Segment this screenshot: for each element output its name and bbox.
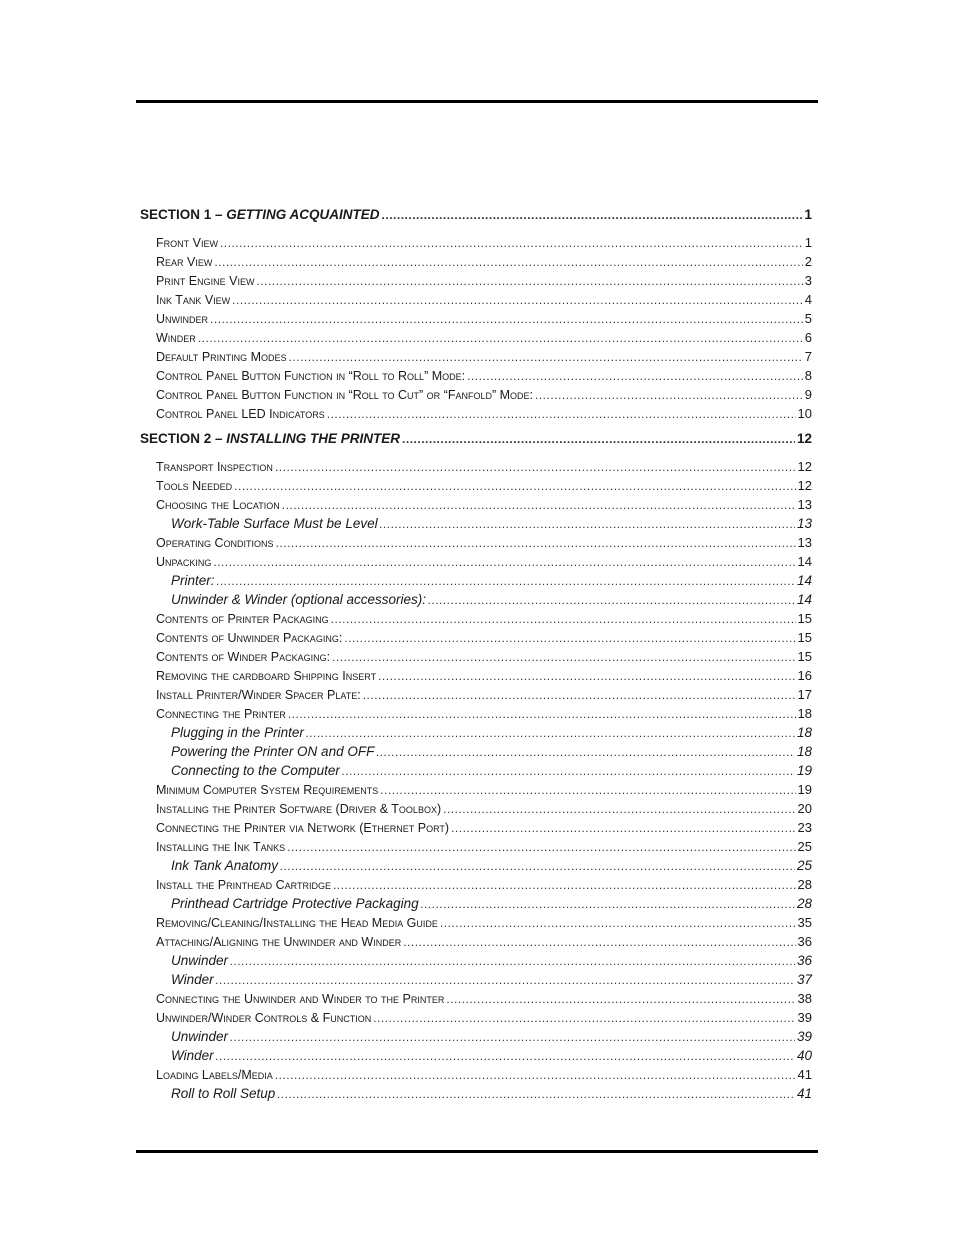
toc-entry[interactable] bbox=[140, 457, 812, 476]
toc-entry-title: Work-Table Surface Must be Level bbox=[171, 516, 378, 531]
toc-entry-title: Installing the Ink Tanks bbox=[156, 840, 286, 854]
dot-leader bbox=[276, 534, 796, 553]
toc-subentry[interactable] bbox=[140, 723, 812, 742]
toc-entry-title: Installing the Printer Software (Driver & Toolbox) bbox=[156, 802, 442, 816]
toc-entry-title: Operating Conditions bbox=[156, 536, 274, 550]
toc-subentry[interactable] bbox=[140, 1027, 812, 1046]
toc-entry[interactable] bbox=[140, 366, 812, 385]
dot-leader bbox=[327, 405, 796, 424]
toc-entry[interactable] bbox=[140, 552, 812, 571]
toc-page-number: 40 bbox=[796, 1048, 812, 1063]
toc-page-number: 36 bbox=[797, 934, 812, 949]
dot-leader bbox=[344, 629, 795, 648]
toc-page-number: 19 bbox=[797, 782, 812, 797]
dot-leader bbox=[428, 591, 795, 610]
toc-entry[interactable] bbox=[140, 252, 812, 271]
dot-leader bbox=[282, 496, 796, 515]
toc-entry[interactable] bbox=[140, 628, 812, 647]
dot-leader bbox=[331, 610, 796, 629]
toc-entry-title bbox=[140, 205, 380, 225]
toc-entry-title: Plugging in the Printer bbox=[171, 725, 304, 740]
header-rule bbox=[136, 100, 818, 103]
toc-entry[interactable] bbox=[140, 404, 812, 423]
toc-entry[interactable] bbox=[140, 799, 812, 818]
dot-leader bbox=[402, 429, 795, 449]
toc-page-number: 15 bbox=[797, 630, 812, 645]
dot-leader bbox=[421, 895, 795, 914]
dot-leader bbox=[306, 724, 795, 743]
toc-page-number: 4 bbox=[804, 292, 812, 307]
toc-entry[interactable] bbox=[140, 913, 812, 932]
dot-leader bbox=[440, 914, 796, 933]
toc-page-number: 8 bbox=[804, 368, 812, 383]
toc-page-number: 12 bbox=[797, 478, 812, 493]
toc-page-number: 39 bbox=[796, 1029, 812, 1044]
toc-entry[interactable] bbox=[140, 989, 812, 1008]
toc-entry[interactable] bbox=[140, 347, 812, 366]
toc-page-number: 12 bbox=[796, 431, 812, 446]
toc-entry-title: Printer: bbox=[171, 573, 215, 588]
toc-page-number: 1 bbox=[804, 235, 812, 250]
toc-page-number: 18 bbox=[796, 725, 812, 740]
toc-entry-title: Unpacking bbox=[156, 555, 212, 569]
footer-rule bbox=[136, 1150, 818, 1153]
toc-subentry[interactable] bbox=[140, 894, 812, 913]
toc-entry[interactable] bbox=[140, 932, 812, 951]
toc-entry-title: Front View bbox=[156, 236, 218, 250]
section-name: INSTALLING THE PRINTER bbox=[226, 431, 401, 446]
toc-entry-title: Removing/Cleaning/Installing the Head Media Guide bbox=[156, 916, 438, 930]
toc-page-number: 9 bbox=[804, 387, 812, 402]
toc-page-number: 19 bbox=[796, 763, 812, 778]
toc-entry-title: Install Printer/Winder Spacer Plate: bbox=[156, 688, 361, 702]
toc-page-number: 10 bbox=[797, 406, 812, 421]
dot-leader bbox=[198, 329, 803, 348]
toc-entry[interactable] bbox=[140, 685, 812, 704]
toc-page-number: 14 bbox=[797, 554, 812, 569]
toc-section-heading[interactable] bbox=[140, 429, 812, 449]
toc-subentry[interactable] bbox=[140, 1084, 812, 1103]
toc-entry[interactable] bbox=[140, 328, 812, 347]
dot-leader bbox=[363, 686, 796, 705]
toc-page-number: 14 bbox=[796, 573, 812, 588]
dot-leader bbox=[376, 743, 795, 762]
toc-entry[interactable] bbox=[140, 385, 812, 404]
section-prefix: SECTION 1 – bbox=[140, 207, 227, 222]
dot-leader bbox=[333, 876, 796, 895]
toc-subentry[interactable] bbox=[140, 970, 812, 989]
toc-page-number: 20 bbox=[797, 801, 812, 816]
toc-entry-title: Control Panel LED Indicators bbox=[156, 407, 325, 421]
toc-entry[interactable] bbox=[140, 1065, 812, 1084]
dot-leader bbox=[216, 1047, 795, 1066]
toc-entry-title: Contents of Winder Packaging: bbox=[156, 650, 331, 664]
toc-entry[interactable] bbox=[140, 818, 812, 837]
dot-leader bbox=[230, 1028, 795, 1047]
toc-entry-title: Print Engine View bbox=[156, 274, 255, 288]
dot-leader bbox=[380, 781, 795, 800]
toc-page-number: 14 bbox=[796, 592, 812, 607]
toc-entry[interactable] bbox=[140, 647, 812, 666]
dot-leader bbox=[275, 1066, 796, 1085]
dot-leader bbox=[216, 971, 795, 990]
toc-page-number: 25 bbox=[797, 839, 812, 854]
toc-subentry[interactable] bbox=[140, 761, 812, 780]
table-of-contents bbox=[140, 205, 812, 1103]
toc-entry[interactable] bbox=[140, 609, 812, 628]
dot-leader bbox=[446, 990, 795, 1009]
toc-entry-title: Install the Printhead Cartridge bbox=[156, 878, 331, 892]
toc-entry[interactable] bbox=[140, 1008, 812, 1027]
toc-entry-title: Connecting the Unwinder and Winder to the Printer bbox=[156, 992, 445, 1006]
toc-entry-title: Unwinder & Winder (optional accessories): bbox=[171, 592, 426, 607]
toc-entry-title: Unwinder/Winder Controls & Function bbox=[156, 1011, 372, 1025]
toc-entry-title: Choosing the Location bbox=[156, 498, 280, 512]
toc-page-number: 17 bbox=[797, 687, 812, 702]
dot-leader bbox=[287, 838, 795, 857]
toc-entry-title: Winder bbox=[156, 331, 196, 345]
toc-entry-title: Default Printing Modes bbox=[156, 350, 287, 364]
toc-page-number: 5 bbox=[804, 311, 812, 326]
dot-leader bbox=[382, 205, 803, 225]
dot-leader bbox=[277, 1085, 795, 1104]
dot-leader bbox=[217, 572, 795, 591]
toc-entry-title: Roll to Roll Setup bbox=[171, 1086, 276, 1101]
toc-entry-title: Contents of Unwinder Packaging: bbox=[156, 631, 343, 645]
toc-page-number: 13 bbox=[797, 497, 812, 512]
dot-leader bbox=[451, 819, 795, 838]
toc-entry[interactable] bbox=[140, 233, 812, 252]
toc-page-number: 18 bbox=[796, 744, 812, 759]
dot-leader bbox=[403, 933, 795, 952]
toc-page-number: 39 bbox=[797, 1010, 812, 1025]
toc-entry[interactable] bbox=[140, 875, 812, 894]
dot-leader bbox=[380, 515, 795, 534]
toc-page-number: 2 bbox=[804, 254, 812, 269]
toc-page-number: 12 bbox=[797, 459, 812, 474]
toc-page-number: 3 bbox=[804, 273, 812, 288]
toc-entry-title: Unwinder bbox=[171, 1029, 229, 1044]
dot-leader bbox=[332, 648, 795, 667]
dot-leader bbox=[232, 291, 803, 310]
dot-leader bbox=[214, 253, 802, 272]
dot-leader bbox=[288, 705, 796, 724]
dot-leader bbox=[256, 272, 802, 291]
dot-leader bbox=[289, 348, 803, 367]
toc-entry-title bbox=[140, 429, 400, 449]
toc-entry-title: Contents of Printer Packaging bbox=[156, 612, 329, 626]
toc-subentry[interactable] bbox=[140, 856, 812, 875]
toc-entry[interactable] bbox=[140, 780, 812, 799]
toc-entry[interactable] bbox=[140, 837, 812, 856]
toc-entry-title: Control Panel Button Function in “Roll to Cut” or “Fanfold” Mode: bbox=[156, 388, 533, 402]
toc-entry-title: Rear View bbox=[156, 255, 213, 269]
toc-entry-title: Powering the Printer ON and OFF bbox=[171, 744, 375, 759]
toc-subentry[interactable] bbox=[140, 590, 812, 609]
toc-page-number: 35 bbox=[797, 915, 812, 930]
toc-page-number: 41 bbox=[797, 1067, 812, 1082]
toc-entry-title: Attaching/Aligning the Unwinder and Winder bbox=[156, 935, 402, 949]
toc-page-number: 28 bbox=[797, 877, 812, 892]
toc-page-number: 7 bbox=[804, 349, 812, 364]
dot-leader bbox=[342, 762, 795, 781]
dot-leader bbox=[443, 800, 795, 819]
toc-page-number: 38 bbox=[797, 991, 812, 1006]
toc-page-number: 23 bbox=[797, 820, 812, 835]
toc-entry-title: Connecting the Printer bbox=[156, 707, 286, 721]
toc-page-number: 41 bbox=[796, 1086, 812, 1101]
dot-leader bbox=[535, 386, 803, 405]
toc-entry-title: Control Panel Button Function in “Roll to Roll” Mode: bbox=[156, 369, 466, 383]
toc-entry-title: Winder bbox=[171, 1048, 214, 1063]
toc-entry-title: Loading Labels/Media bbox=[156, 1068, 273, 1082]
toc-entry-title: Connecting to the Computer bbox=[171, 763, 340, 778]
toc-entry[interactable] bbox=[140, 290, 812, 309]
toc-entry[interactable] bbox=[140, 533, 812, 552]
dot-leader bbox=[220, 234, 803, 253]
dot-leader bbox=[230, 952, 795, 971]
toc-page-number: 6 bbox=[804, 330, 812, 345]
section-name: GETTING ACQUAINTED bbox=[226, 207, 380, 222]
toc-entry-title: Ink Tank View bbox=[156, 293, 231, 307]
toc-entry-title: Unwinder bbox=[171, 953, 229, 968]
toc-entry-title: Transport Inspection bbox=[156, 460, 273, 474]
toc-page-number: 28 bbox=[796, 896, 812, 911]
toc-entry-title: Ink Tank Anatomy bbox=[171, 858, 279, 873]
toc-entry[interactable] bbox=[140, 666, 812, 685]
dot-leader bbox=[210, 310, 803, 329]
toc-subentry[interactable] bbox=[140, 951, 812, 970]
toc-subentry[interactable] bbox=[140, 742, 812, 761]
toc-entry-title: Winder bbox=[171, 972, 214, 987]
toc-page-number: 1 bbox=[804, 207, 812, 222]
toc-page-number: 13 bbox=[796, 516, 812, 531]
dot-leader bbox=[275, 458, 796, 477]
toc-subentry[interactable] bbox=[140, 514, 812, 533]
section-prefix: SECTION 2 – bbox=[140, 431, 227, 446]
toc-entry-title: Unwinder bbox=[156, 312, 209, 326]
toc-entry-title: Removing the cardboard Shipping Insert bbox=[156, 669, 377, 683]
toc-page-number: 15 bbox=[797, 611, 812, 626]
toc-section-heading[interactable] bbox=[140, 205, 812, 225]
toc-entry-title: Connecting the Printer via Network (Ethernet Port) bbox=[156, 821, 450, 835]
toc-subentry[interactable] bbox=[140, 1046, 812, 1065]
dot-leader bbox=[378, 667, 795, 686]
toc-page-number: 18 bbox=[797, 706, 812, 721]
dot-leader bbox=[373, 1009, 795, 1028]
toc-page-number: 25 bbox=[796, 858, 812, 873]
dot-leader bbox=[467, 367, 803, 386]
toc-page-number: 15 bbox=[797, 649, 812, 664]
toc-entry-title: Printhead Cartridge Protective Packaging bbox=[171, 896, 419, 911]
toc-page-number: 13 bbox=[797, 535, 812, 550]
dot-leader bbox=[213, 553, 795, 572]
dot-leader bbox=[234, 477, 795, 496]
toc-entry-title: Tools Needed bbox=[156, 479, 233, 493]
toc-entry[interactable] bbox=[140, 704, 812, 723]
toc-subentry[interactable] bbox=[140, 571, 812, 590]
dot-leader bbox=[280, 857, 795, 876]
toc-page-number: 37 bbox=[796, 972, 812, 987]
toc-entry[interactable] bbox=[140, 309, 812, 328]
toc-page-number: 16 bbox=[797, 668, 812, 683]
toc-page-number: 36 bbox=[796, 953, 812, 968]
toc-entry[interactable] bbox=[140, 476, 812, 495]
toc-entry[interactable] bbox=[140, 271, 812, 290]
toc-entry[interactable] bbox=[140, 495, 812, 514]
toc-entry-title: Minimum Computer System Requirements bbox=[156, 783, 379, 797]
